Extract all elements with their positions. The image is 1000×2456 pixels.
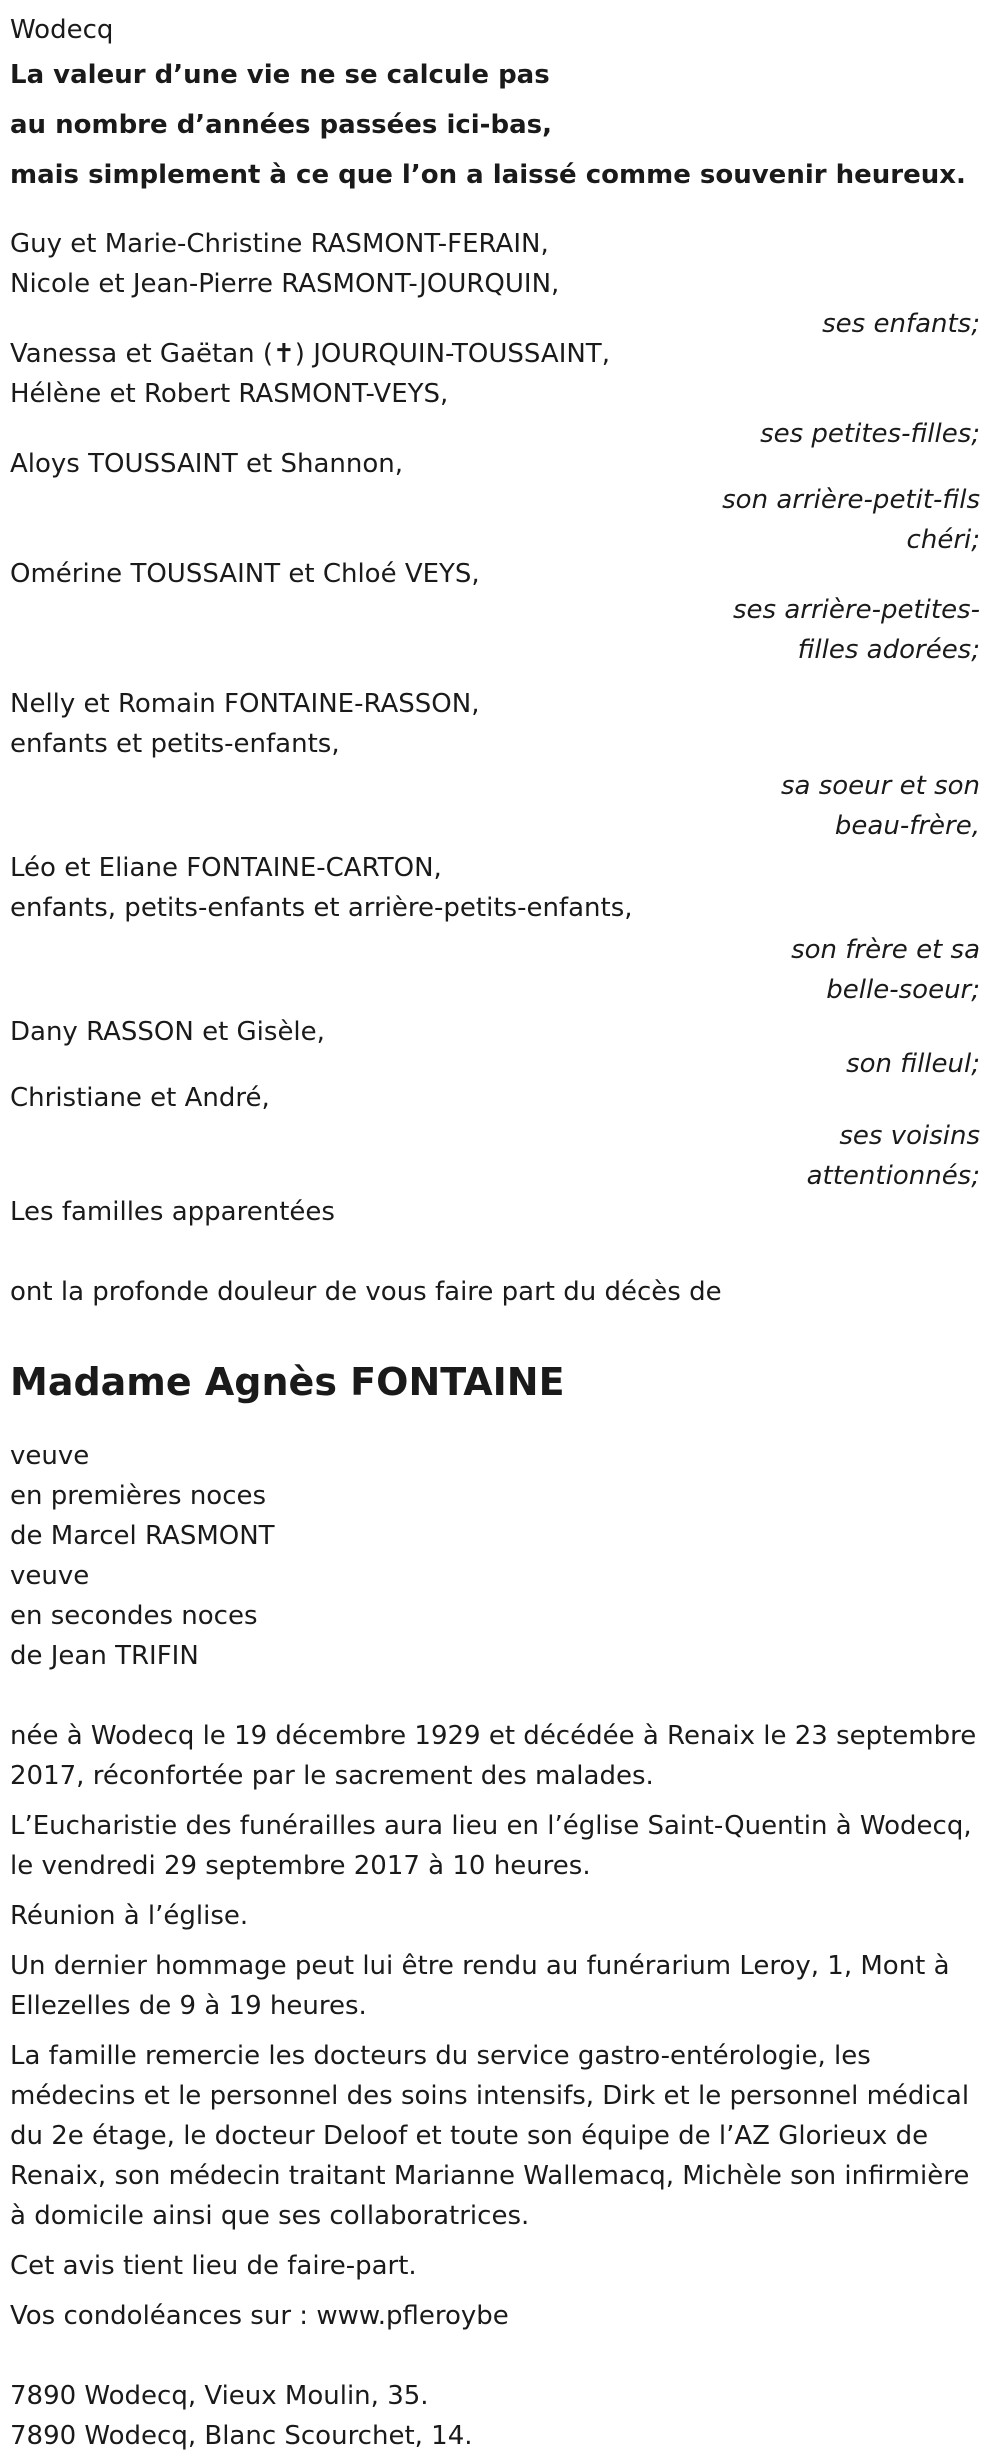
widow-line: veuve [10, 1441, 90, 1471]
family-role: ses enfants; [822, 309, 980, 339]
quote-line: mais simplement à ce que l’on a laissé comme souvenir heureux. [10, 160, 966, 190]
family-name: Dany RASSON et Gisèle, [10, 1017, 325, 1047]
meeting-paragraph: Réunion à l’église. [10, 1901, 249, 1931]
family-role: ses voisins attentionnés; [806, 1121, 980, 1191]
quote-line: au nombre d’années passées ici-bas, [10, 110, 552, 140]
tribute-paragraph: Un dernier hommage peut lui être rendu au funérarium Leroy, 1, Mont à Ellezelles de 9 à 19 heures. [10, 1951, 950, 2021]
widow-block [10, 1436, 1000, 1676]
quote-line: La valeur d’une vie ne se calcule pas [10, 60, 550, 90]
widow-line: veuve [10, 1561, 90, 1591]
condolences-paragraph: Vos condoléances sur : www.pfleroybe [10, 2301, 509, 2331]
family-name: Nelly et Romain FONTAINE-RASSON, [10, 689, 480, 719]
family-name: enfants et petits-enfants, [10, 729, 340, 759]
related-families: Les familles apparentées [10, 1197, 335, 1227]
notice-paragraph: Cet avis tient lieu de faire-part. [10, 2251, 417, 2281]
address-block [10, 2376, 1000, 2456]
quote-block [10, 50, 1000, 200]
family-name: enfants, petits-enfants et arrière-petits-enfants, [10, 893, 633, 923]
address-line: 7890 Wodecq, Blanc Scourchet, 14. [10, 2421, 473, 2451]
place-heading: Wodecq [10, 15, 114, 45]
birth-death-paragraph: née à Wodecq le 19 décembre 1929 et décédée à Renaix le 23 septembre 2017, réconfortée par le sacrement des malades. [10, 1721, 977, 1791]
widow-line: en secondes noces [10, 1601, 258, 1631]
family-name: Hélène et Robert RASMONT-VEYS, [10, 379, 449, 409]
family-role: sa soeur et son beau-frère, [780, 771, 980, 841]
family-name: Vanessa et Gaëtan (✝) JOURQUIN-TOUSSAINT, [10, 339, 610, 369]
family-name: Omérine TOUSSAINT et Chloé VEYS, [10, 559, 480, 589]
family-group [10, 1012, 1000, 1084]
widow-line: de Marcel RASMONT [10, 1521, 275, 1551]
family-group [10, 224, 1000, 344]
widow-line: de Jean TRIFIN [10, 1641, 199, 1671]
family-group [10, 554, 1000, 670]
widow-line: en premières noces [10, 1481, 267, 1511]
family-role: son filleul; [846, 1049, 980, 1079]
family-group [10, 1078, 1000, 1196]
family-group [10, 444, 1000, 560]
family-role: son arrière-petit-fils chéri; [722, 485, 980, 555]
family-name: Aloys TOUSSAINT et Shannon, [10, 449, 404, 479]
funeral-paragraph: L’Eucharistie des funérailles aura lieu en l’église Saint-Quentin à Wodecq, le vendredi 29 septembre 2017 à 10 heures. [10, 1811, 972, 1881]
family-group [10, 684, 1000, 846]
family-name: Christiane et André, [10, 1083, 270, 1113]
family-role: son frère et sa belle-soeur; [791, 935, 980, 1005]
family-group [10, 848, 1000, 1010]
family-name: Nicole et Jean-Pierre RASMONT-JOURQUIN, [10, 269, 560, 299]
family-role: ses arrière-petites- filles adorées; [733, 595, 980, 665]
family-name: Léo et Eliane FONTAINE-CARTON, [10, 853, 442, 883]
thanks-paragraph: La famille remercie les docteurs du service gastro-entérologie, les médecins et le personnel des soins intensifs, Dirk et le personnel médical du 2e étage, le docteur Deloof et toute son équipe de l’AZ Glorieux de Renaix, son médecin traitant Marianne Wallemacq, Michèle son infirmière à domicile ainsi que ses collaboratrices. [10, 2041, 970, 2231]
announcement-text: ont la profonde douleur de vous faire part du décès de [10, 1277, 722, 1307]
details-block [10, 1716, 1000, 2336]
family-name: Guy et Marie-Christine RASMONT-FERAIN, [10, 229, 549, 259]
family-group [10, 334, 1000, 454]
deceased-name: Madame Agnès FONTAINE [10, 1360, 565, 1404]
family-role: ses petites-filles; [760, 419, 980, 449]
address-line: 7890 Wodecq, Vieux Moulin, 35. [10, 2381, 429, 2411]
